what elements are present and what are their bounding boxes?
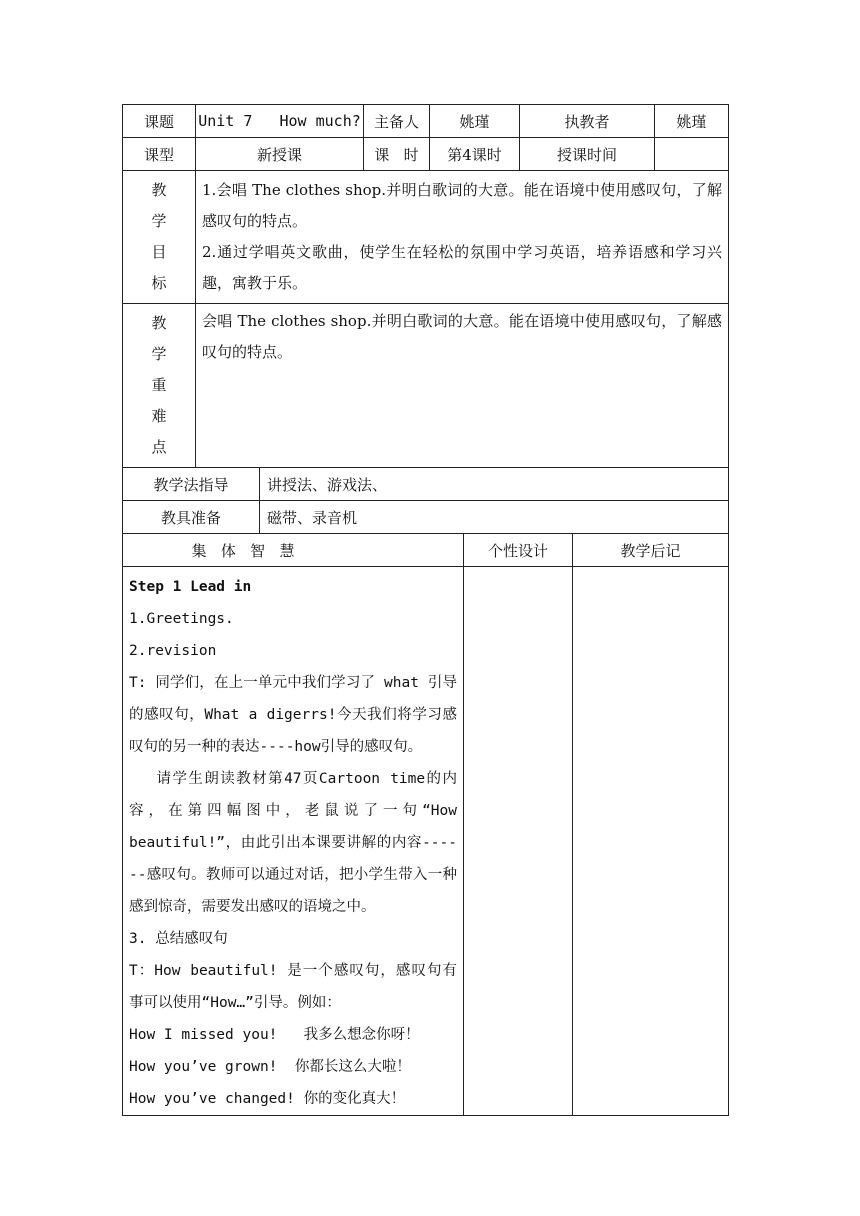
objectives-label bbox=[123, 171, 196, 304]
key-points-text: 会唱 The clothes shop.并明白歌词的大意。能在语境中使用感叹句，了解感叹句的特点。 bbox=[202, 312, 723, 361]
example-line: How I missed you! 我多么想念你呀！ bbox=[129, 1027, 420, 1043]
preparer-value: 姚瑾 bbox=[430, 105, 520, 138]
column-main-header: 集 体 智 慧 bbox=[123, 534, 464, 567]
teacher-label: 执教者 bbox=[520, 105, 655, 138]
type-label: 课型 bbox=[123, 138, 196, 171]
method-value: 讲授法、游戏法、 bbox=[260, 468, 729, 501]
column-design-header: 个性设计 bbox=[464, 534, 573, 567]
objectives-content bbox=[196, 171, 729, 304]
date-value bbox=[655, 138, 729, 171]
key-points-content bbox=[196, 304, 729, 468]
key-points-label-char: 学 bbox=[151, 345, 167, 363]
key-points-label-char: 教 bbox=[151, 314, 167, 332]
key-points-row bbox=[123, 304, 729, 468]
period-label: 课 时 bbox=[364, 138, 430, 171]
body-main-cell bbox=[123, 567, 464, 1116]
header-row-2 bbox=[123, 138, 729, 171]
objectives-label-char: 学 bbox=[151, 212, 167, 230]
objective-item: 1.会唱 The clothes shop.并明白歌词的大意。能在语境中使用感叹句，了解感叹句的特点。 bbox=[202, 181, 723, 230]
key-points-label-char: 重 bbox=[151, 376, 167, 394]
body-paragraph: T: 同学们，在上一单元中我们学习了 what 引导的感叹句，What a digerrs!今天我们将学习感叹句的另一种的表达----how引导的感叹句。 bbox=[129, 675, 457, 755]
objectives-label-char: 标 bbox=[151, 274, 167, 292]
body-notes-cell bbox=[573, 567, 729, 1116]
preparer-label: 主备人 bbox=[364, 105, 430, 138]
tools-row bbox=[123, 501, 729, 534]
example-line: How you’ve grown! 你都长这么大啦！ bbox=[129, 1059, 411, 1075]
body-line: 2.revision bbox=[129, 643, 217, 659]
lesson-plan-document bbox=[122, 104, 728, 1116]
body-line: 1.Greetings. bbox=[129, 611, 234, 627]
type-value: 新授课 bbox=[196, 138, 364, 171]
key-points-label-char: 难 bbox=[151, 407, 167, 425]
body-design-cell bbox=[464, 567, 573, 1116]
body-paragraph: T：How beautiful! 是一个感叹句，感叹句有事可以使用“How…”引导。例如： bbox=[129, 963, 457, 1011]
objective-item: 2.通过学唱英文歌曲，使学生在轻松的氛围中学习英语，培养语感和学习兴趣，寓教于乐。 bbox=[202, 243, 723, 292]
method-row bbox=[123, 468, 729, 501]
step-title: Step 1 Lead in bbox=[129, 579, 252, 595]
example-line: How you’ve changed! 你的变化真大！ bbox=[129, 1091, 406, 1107]
lesson-plan-table bbox=[122, 104, 729, 1116]
topic-value: Unit 7 How much? bbox=[196, 105, 364, 138]
key-points-label-char: 点 bbox=[151, 438, 167, 456]
key-points-label bbox=[123, 304, 196, 468]
body-line: 3. 总结感叹句 bbox=[129, 931, 228, 947]
header-row-1 bbox=[123, 105, 729, 138]
tools-value: 磁带、录音机 bbox=[260, 501, 729, 534]
date-label: 授课时间 bbox=[520, 138, 655, 171]
body-row bbox=[123, 567, 729, 1116]
columns-header-row bbox=[123, 534, 729, 567]
column-notes-header: 教学后记 bbox=[573, 534, 729, 567]
objectives-row bbox=[123, 171, 729, 304]
objectives-label-char: 目 bbox=[151, 243, 167, 261]
method-label: 教学法指导 bbox=[123, 468, 260, 501]
period-value: 第4课时 bbox=[430, 138, 520, 171]
body-paragraph: 请学生朗读教材第47页Cartoon time的内容，在第四幅图中，老鼠说了一句“How beautiful!”，由此引出本课要讲解的内容------感叹句。教师可以通过对话，把小学生带入一种感到惊奇，需要发出感叹的语境之中。 bbox=[129, 771, 457, 915]
teacher-value: 姚瑾 bbox=[655, 105, 729, 138]
objectives-label-char: 教 bbox=[151, 181, 167, 199]
topic-label: 课题 bbox=[123, 105, 196, 138]
tools-label: 教具准备 bbox=[123, 501, 260, 534]
